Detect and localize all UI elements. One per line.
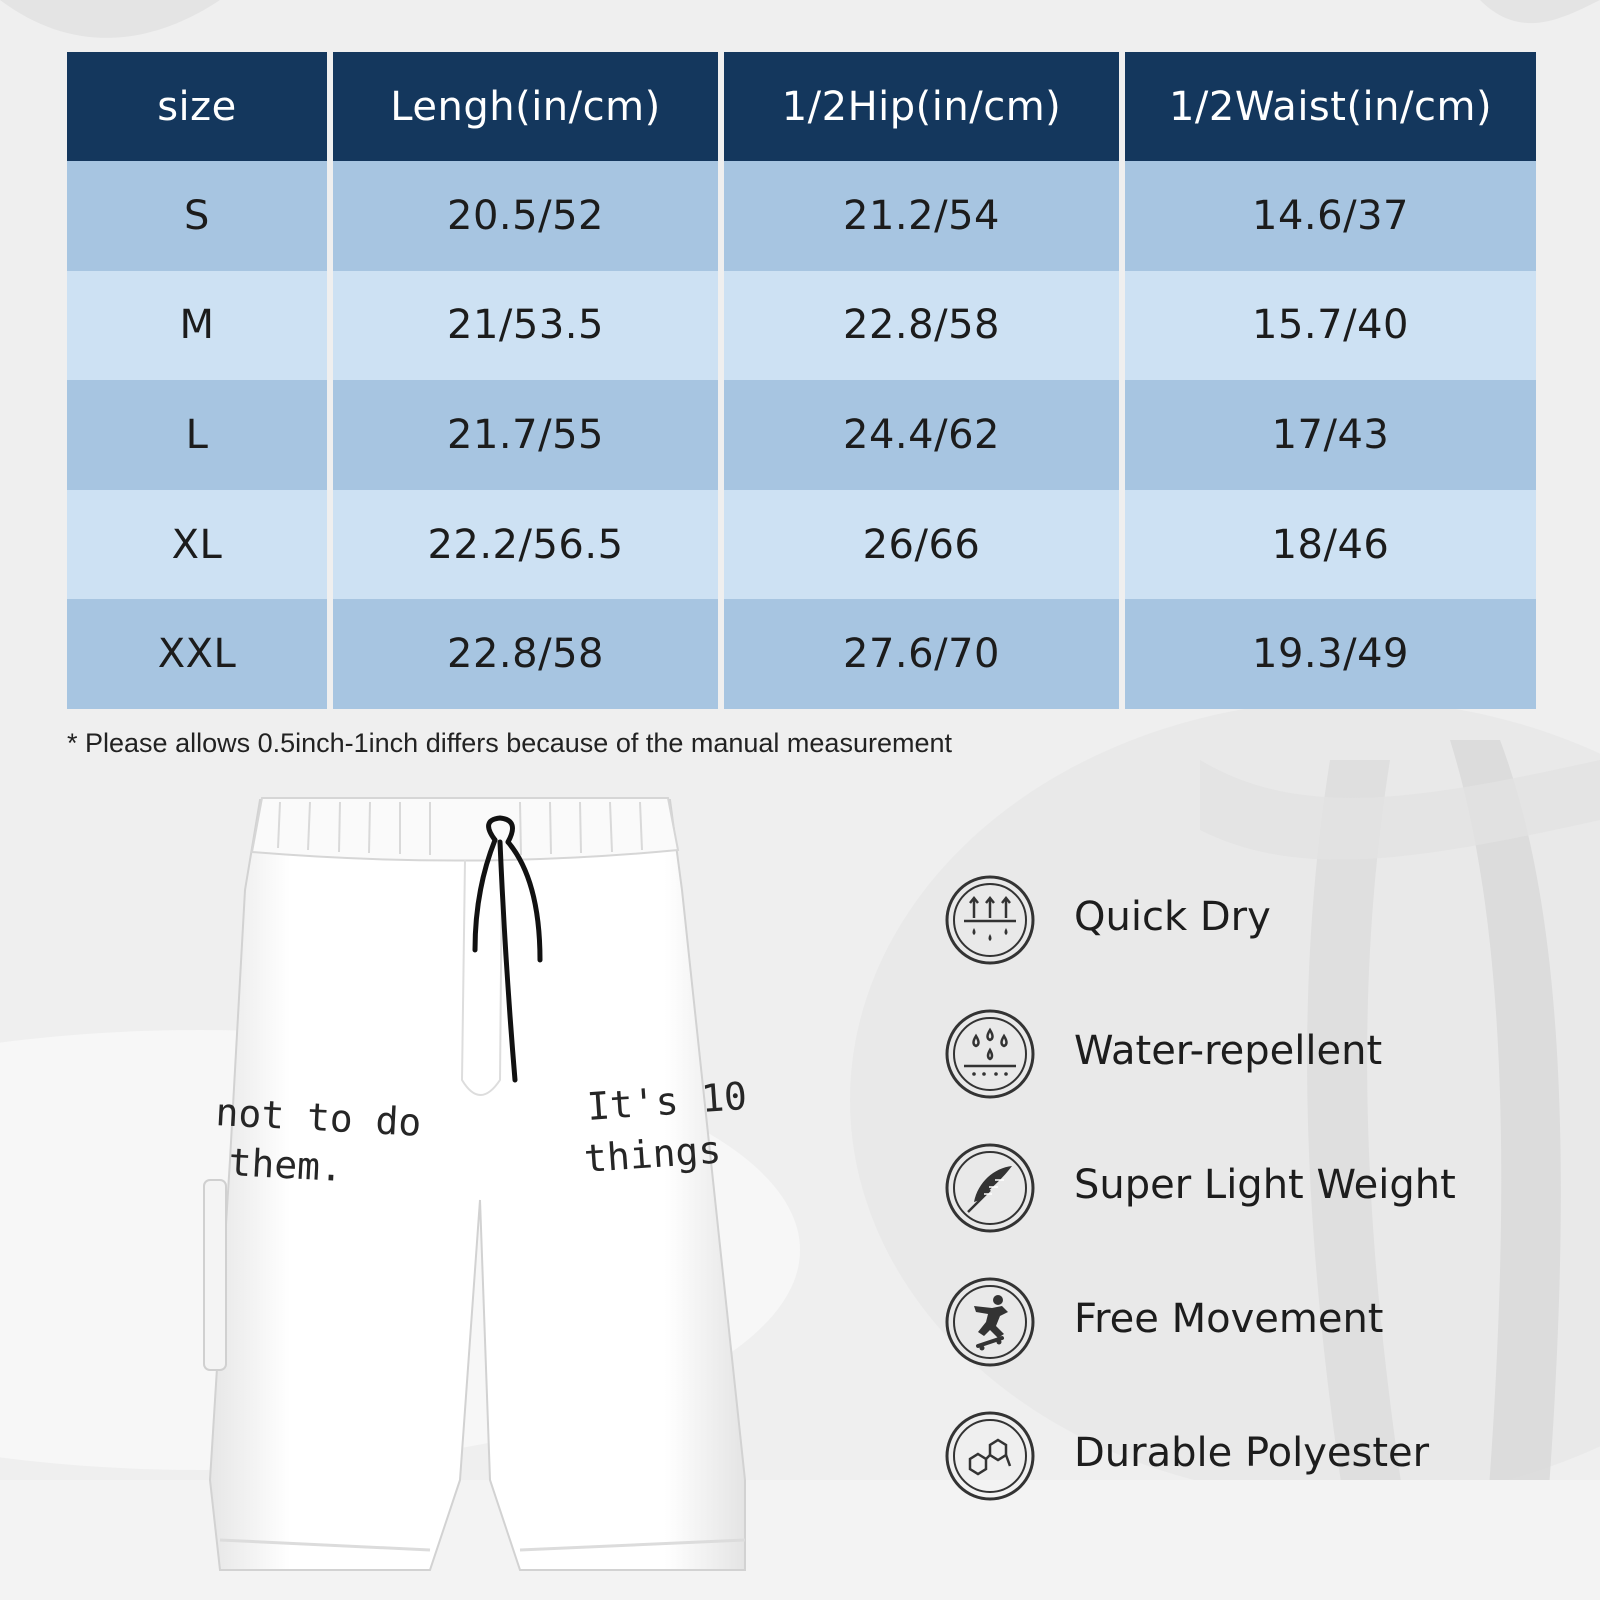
waist-cell: 18/46 — [1125, 490, 1536, 600]
waist-cell: 15.7/40 — [1125, 271, 1536, 381]
header-size: size — [67, 52, 327, 161]
print-text-left-line2: them. — [227, 1140, 345, 1190]
quick-dry-icon — [944, 874, 1036, 966]
feature-water-repellent — [944, 1008, 1564, 1142]
table-row — [67, 380, 1536, 490]
feature-quick-dry — [944, 874, 1564, 1008]
feather-icon — [944, 1142, 1036, 1234]
feature-label: Durable Polyester — [1074, 1430, 1430, 1476]
table-row — [67, 490, 1536, 600]
size-chart-table — [61, 52, 1542, 709]
length-cell: 22.2/56.5 — [333, 490, 718, 600]
feature-durable-polyester — [944, 1410, 1564, 1544]
size-cell: XXL — [67, 599, 327, 709]
feature-label: Super Light Weight — [1074, 1162, 1456, 1208]
print-text-right-line1: It's 10 — [585, 1073, 749, 1129]
header-length: Lengh(in/cm) — [333, 52, 718, 161]
measurement-note: * Please allows 0.5inch-1inch differs because of the manual measurement — [67, 728, 953, 758]
feature-label: Quick Dry — [1074, 894, 1271, 940]
hip-cell: 27.6/70 — [724, 599, 1119, 709]
hip-cell: 22.8/58 — [724, 271, 1119, 381]
hip-cell: 26/66 — [724, 490, 1119, 600]
length-cell: 20.5/52 — [333, 161, 718, 271]
size-cell: XL — [67, 490, 327, 600]
header-half-waist: 1/2Waist(in/cm) — [1125, 52, 1536, 161]
shorts-product-image — [190, 780, 780, 1580]
feature-label: Water-repellent — [1074, 1028, 1383, 1074]
length-cell: 22.8/58 — [333, 599, 718, 709]
table-row — [67, 271, 1536, 381]
table-header-row — [67, 52, 1536, 161]
waist-cell: 17/43 — [1125, 380, 1536, 490]
length-cell: 21.7/55 — [333, 380, 718, 490]
hip-cell: 24.4/62 — [724, 380, 1119, 490]
polyester-molecule-icon — [944, 1410, 1036, 1502]
hip-cell: 21.2/54 — [724, 161, 1119, 271]
waist-cell: 14.6/37 — [1125, 161, 1536, 271]
size-cell: L — [67, 380, 327, 490]
feature-list — [944, 874, 1564, 1544]
print-text-right-line2: things — [582, 1127, 723, 1181]
table-row — [67, 161, 1536, 271]
feature-free-movement — [944, 1276, 1564, 1410]
feature-label: Free Movement — [1074, 1296, 1384, 1342]
skateboarder-icon — [944, 1276, 1036, 1368]
header-half-hip: 1/2Hip(in/cm) — [724, 52, 1119, 161]
table-row — [67, 599, 1536, 709]
waist-cell: 19.3/49 — [1125, 599, 1536, 709]
print-text-left-line1: not to do — [214, 1090, 423, 1145]
feature-super-light-weight — [944, 1142, 1564, 1276]
length-cell: 21/53.5 — [333, 271, 718, 381]
size-cell: M — [67, 271, 327, 381]
water-repellent-icon — [944, 1008, 1036, 1100]
size-cell: S — [67, 161, 327, 271]
